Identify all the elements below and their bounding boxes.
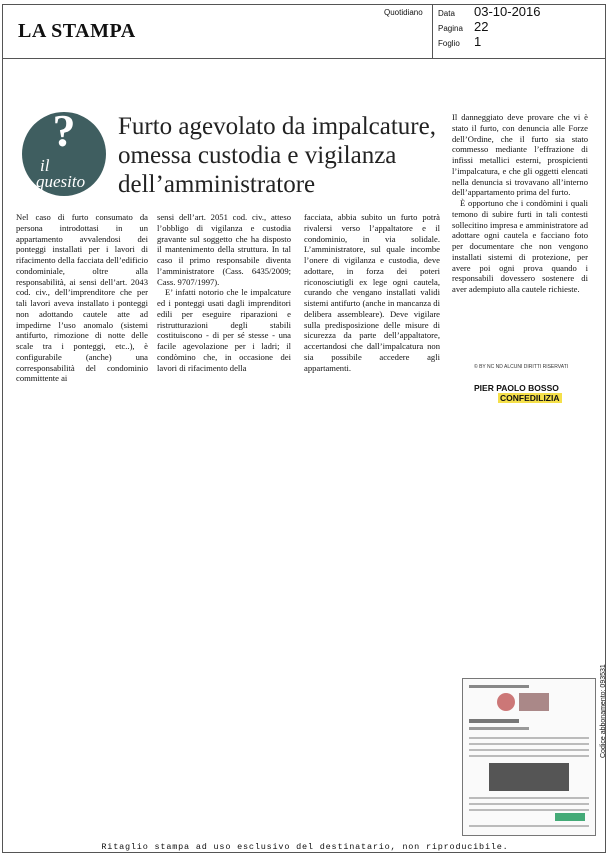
meta-pagina-label: Pagina — [438, 24, 463, 33]
paragraph: Nel caso di furto consumato da persona introdottasi in un appartamento avvalendosi dei ponteggi installati per i lavori di rifacimento della facciata dell’edificio condominiale, oltre alla responsabilità, ai sensi dell’art. 2043 cod. civ., dell’imprenditore che per tali lavori aveva installato i ponteggi non adottando cautele atte ad impedirne l’uso anomalo (sistemi antifurto, rimozione di notte delle scale tra i ponteggi, etc..), è configurabile (anche) una corresponsabilità del condominio committente ai — [16, 212, 148, 384]
article-column-3 — [304, 212, 440, 373]
footer-notice: Ritaglio stampa ad uso esclusivo del destinatario, non riproducibile. — [101, 842, 509, 852]
rights-notice: © BY NC ND ALCUNI DIRITTI RISERVATI — [474, 364, 569, 370]
article-column-2 — [157, 212, 291, 373]
organization-name: CONFEDILIZIA — [500, 393, 560, 403]
question-mark-icon: ? — [52, 105, 76, 156]
paragraph: Il danneggiato deve provare che vi è stato il furto, con denuncia alle Forze dell’Ordine, che il furto sia stato commesso mediante l’effrazione di infissi metallici esterni, prospicienti l’impalcatura, e che gli oggetti elencati nella denuncia si trovavano all’interno dell’appartamento prima del furto. — [452, 112, 588, 198]
meta-pagina-value: 22 — [474, 19, 489, 34]
article-column-4 — [452, 112, 588, 295]
article-column-1 — [16, 212, 148, 384]
badge-il: il — [40, 156, 50, 175]
paragraph: È opportuno che i condòmini i quali temono di subire furti in tali contesti sollecitino impresa e amministratore ad adottare ogni cautela e facciano foto per documentare che non vengono installati sistemi di protezione, per avere poi ogni prova quando i responsabili dovessero sostenere di aver adempiuto alla cautele richieste. — [452, 198, 588, 294]
meta-data-label: Data — [438, 9, 455, 18]
article-headline: Furto agevolato da impalcature, omessa custodia e vigilanza dell’amministratore — [118, 113, 436, 198]
subscription-code: Codice abbonamento: 093531 — [600, 664, 607, 758]
paragraph: facciata, abbia subito un furto potrà rivalersi verso l’appaltatore e il condominio, in via solidale. L’amministratore, sul quale incombe l’onere di vigilanza e custodia, deve adottare, in forza dei poteri riconosciutigli ex lege ogni cautela, curando che vengano installati validi sistemi antifurto (anche in mancanza di delibera assembleare). Deve vigilare sulla predisposizione delle misure di sicurezza da parte dell’appaltatore, accertandosi che dall’impalcatura non sia possibile accedere agli appartamenti. — [304, 212, 440, 373]
header-meta-divider — [432, 4, 433, 58]
header-divider — [2, 58, 606, 59]
paragraph: sensi dell’art. 2051 cod. civ., atteso l’obbligo di vigilanza e custodia gravante sul soggetto che ha disposto il mantenimento della struttura. In tal caso il primo responsabile diventa l’amministratore (Cass. 6435/2009; Cass. 9707/1997). — [157, 212, 291, 287]
meta-foglio-value: 1 — [474, 34, 482, 49]
page-thumbnail — [462, 678, 596, 836]
meta-foglio-label: Foglio — [438, 39, 460, 48]
paragraph: E’ infatti notorio che le impalcature ed i ponteggi usati dagli imprenditori edili per eseguire riparazioni e ristrutturazioni degli stabili costituiscono - di per sé stesse - una facile agevolazione per i ladri; il condòmino che, in occasione dei lavori di rifacimento della — [157, 287, 291, 373]
masthead: LA STAMPA — [18, 20, 136, 42]
author-name: PIER PAOLO BOSSO — [474, 383, 559, 393]
badge-quesito: quesito — [36, 172, 86, 191]
quotidiano-label: Quotidiano — [384, 8, 423, 17]
meta-data-value: 03-10-2016 — [474, 4, 541, 19]
